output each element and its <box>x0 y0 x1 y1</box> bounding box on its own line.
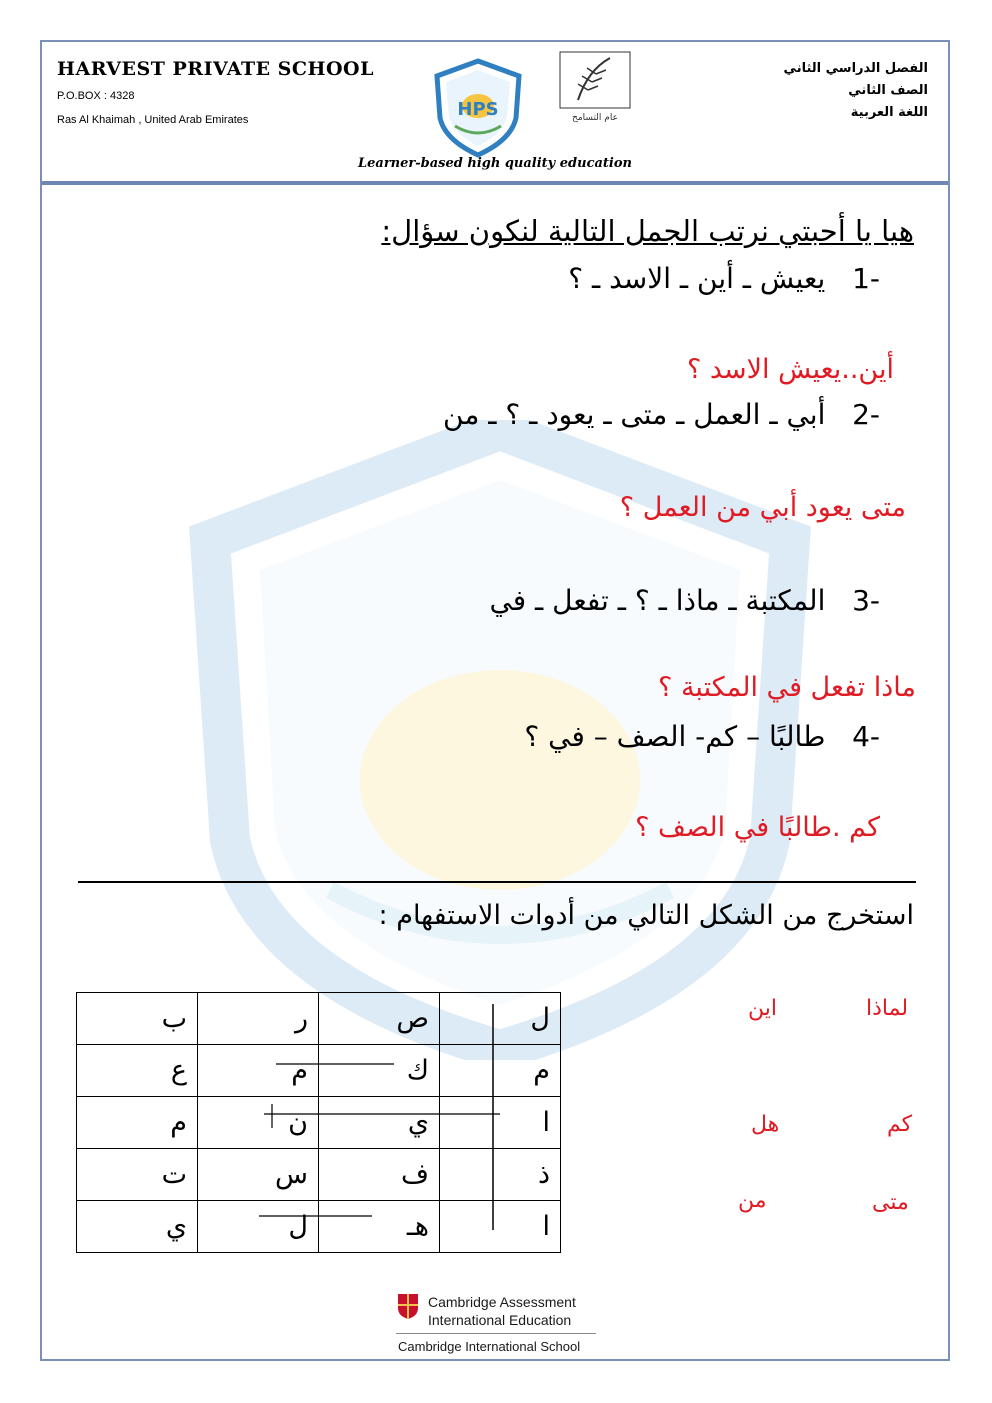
question-3-words <box>489 584 880 617</box>
cambridge-school-label: Cambridge International School <box>398 1339 581 1354</box>
school-tagline: Learner-based high quality education <box>358 156 632 171</box>
grid-cell: ل <box>440 993 561 1045</box>
cambridge-subtitle: International Education <box>428 1312 572 1328</box>
found-word: من <box>738 1188 767 1213</box>
grid-cell: م <box>198 1045 319 1097</box>
question-3-number: -3 <box>852 584 880 617</box>
answer-3: ماذا تفعل في المكتبة ؟ <box>658 672 916 703</box>
found-word: كم <box>887 1112 913 1137</box>
question-4-number: -4 <box>852 720 880 753</box>
grid-row <box>77 1097 561 1149</box>
grid-cell: ت <box>77 1149 198 1201</box>
letter-grid <box>76 992 561 1253</box>
grid-cell: ف <box>319 1149 440 1201</box>
question-1-number: -1 <box>852 262 880 295</box>
grid-cell: س <box>198 1149 319 1201</box>
grid-cell: ا <box>440 1097 561 1149</box>
question-2-text: أبي ـ العمل ـ متى ـ يعود ـ ؟ ـ من <box>443 398 826 431</box>
exercise2-instruction: استخرج من الشكل التالي من أدوات الاستفهام : <box>378 900 914 931</box>
answer-2: متى يعود أبي من العمل ؟ <box>619 492 906 523</box>
found-word: اين <box>748 996 777 1021</box>
grid-cell: ك <box>319 1045 440 1097</box>
year-of-tolerance-logo-icon <box>558 50 632 126</box>
grid-cell: ع <box>77 1045 198 1097</box>
question-2-words <box>443 398 880 431</box>
term-label: الفصل الدراسي الثاني <box>783 61 928 76</box>
question-1-text: يعيش ـ أين ـ الاسد ـ ؟ <box>568 262 826 295</box>
cambridge-name: Cambridge Assessment <box>428 1294 576 1310</box>
grid-cell: م <box>440 1045 561 1097</box>
grid-cell: ا <box>440 1201 561 1253</box>
tolerance-logo-text: عام التسامح <box>572 113 618 123</box>
school-pobox: P.O.BOX : 4328 <box>57 90 135 102</box>
grid-cell: ر <box>198 993 319 1045</box>
school-address: Ras Al Khaimah , United Arab Emirates <box>57 114 249 126</box>
answer-1: أين..يعيش الاسد ؟ <box>686 354 894 385</box>
found-word: متى <box>872 1190 909 1215</box>
grid-row <box>77 1149 561 1201</box>
grid-cell: ذ <box>440 1149 561 1201</box>
cambridge-shield-icon <box>396 1292 420 1320</box>
header-meta <box>784 58 928 124</box>
question-4-words <box>524 720 880 753</box>
found-word: هل <box>751 1112 780 1137</box>
grid-cell: م <box>77 1097 198 1149</box>
grid-cell: ل <box>198 1201 319 1253</box>
section-divider <box>78 881 916 883</box>
hps-logo-icon <box>433 58 523 158</box>
grid-cell: ص <box>319 993 440 1045</box>
school-name: HARVEST PRIVATE SCHOOL <box>57 58 374 80</box>
grid-cell: هـ <box>319 1201 440 1253</box>
answer-4: كم .طالبًا في الصف ؟ <box>635 812 880 843</box>
grid-cell: ي <box>319 1097 440 1149</box>
hps-logo-text: HPS <box>457 99 499 120</box>
grade-label: الصف الثاني <box>848 83 928 98</box>
found-word: لماذا <box>866 996 909 1021</box>
grid-cell: ي <box>77 1201 198 1253</box>
grid-row <box>77 993 561 1045</box>
subject-label: اللغة العربية <box>850 105 928 120</box>
question-2-number: -2 <box>852 398 880 431</box>
question-4-text: طالبًا – كم- الصف – في ؟ <box>524 720 826 753</box>
grid-cell: ن <box>198 1097 319 1149</box>
header-divider <box>42 181 948 185</box>
grid-row <box>77 1201 561 1253</box>
grid-row <box>77 1045 561 1097</box>
grid-cell: ب <box>77 993 198 1045</box>
question-1-words <box>568 262 880 295</box>
footer-divider <box>396 1333 596 1334</box>
exercise1-title: هيا يا أحبتي نرتب الجمل التالية لنكون سؤال: <box>381 214 914 248</box>
question-3-text: المكتبة ـ ماذا ـ ؟ ـ تفعل ـ في <box>489 584 826 617</box>
